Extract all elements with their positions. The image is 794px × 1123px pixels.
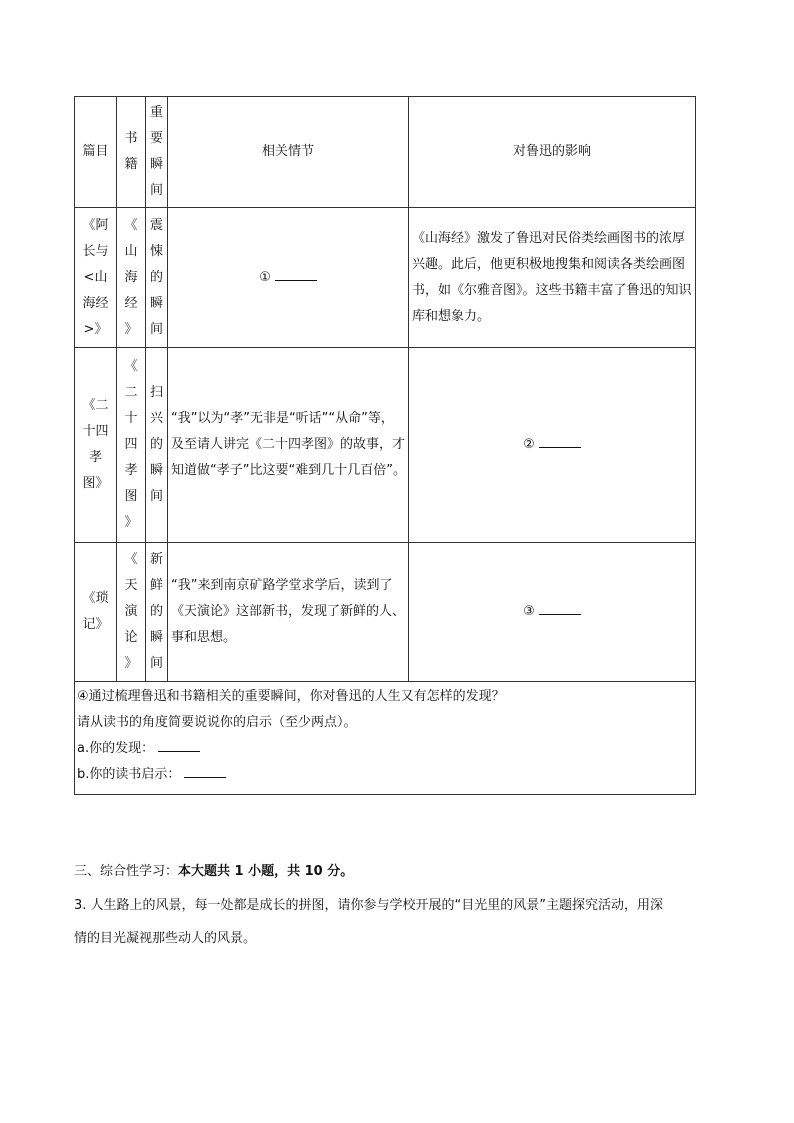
header-moment: 重 要 瞬 间 [146, 97, 168, 208]
answer-blank-a[interactable] [158, 737, 200, 752]
table-row [75, 543, 696, 682]
discovery-question [75, 682, 696, 795]
row-moment: 新 鲜 的 瞬 间 [146, 543, 168, 682]
insight-answer-line: b.你的读书启示： [77, 762, 695, 788]
row-influence [409, 543, 696, 682]
answer-blank-2[interactable] [539, 433, 581, 448]
answer-number: ③ [523, 604, 535, 619]
header-influence: 对鲁迅的影响 [409, 97, 696, 208]
answer-number: ② [523, 437, 535, 452]
row-moment: 震 悚 的 瞬 间 [146, 208, 168, 348]
question-text: 情的目光凝视那些动人的风景。 [74, 931, 257, 946]
table-header-row [75, 97, 696, 208]
row-book: 《 山 海 经 》 [117, 208, 146, 348]
row-moment: 扫 兴 的 瞬 间 [146, 348, 168, 543]
section-heading: 三、综合性学习：本大题共 1 小题，共 10 分。 [74, 864, 354, 879]
answer-blank-3[interactable] [539, 600, 581, 615]
header-title: 篇目 [75, 97, 117, 208]
row-title: 《阿 长与 <山 海经 >》 [75, 208, 117, 348]
question-text: 3. 人生路上的风景，每一处都是成长的拼图，请你参与学校开展的“目光里的风景”主题探究活动，用深 [74, 898, 664, 913]
header-book: 书 籍 [117, 97, 146, 208]
table-footer-row [75, 682, 696, 795]
row-plot [168, 208, 409, 348]
answer-number: ① [259, 269, 271, 285]
row-plot: “我”来到南京矿路学堂求学后，读到了《天演论》这部新书，发现了新鲜的人、事和思想。 [168, 543, 409, 682]
row-book: 《 天 演 论 》 [117, 543, 146, 682]
question-line: ④通过梳理鲁迅和书籍相关的重要瞬间，你对鲁迅的人生又有怎样的发现？ [77, 689, 505, 704]
reading-table [74, 96, 696, 795]
row-title: 《琐 记》 [75, 543, 117, 682]
row-title: 《二 十四 孝 图》 [75, 348, 117, 543]
row-book: 《 二 十 四 孝 图 》 [117, 348, 146, 543]
table-row [75, 208, 696, 348]
question-line: 请从读书的角度简要说说你的启示（至少两点）。 [77, 715, 357, 730]
row-plot: “我”以为“孝”无非是“听话”“从命”等，及至请人讲完《二十四孝图》的故事，才知道做“孝子”比这要“难到几十几百倍”。 [168, 348, 409, 543]
answer-blank-b[interactable] [184, 763, 226, 778]
header-plot: 相关情节 [168, 97, 409, 208]
row-influence: 《山海经》激发了鲁迅对民俗类绘画图书的浓厚兴趣。此后，他更积极地搜集和阅读各类绘画图书，如《尔雅音图》。这些书籍丰富了鲁迅的知识库和想象力。 [409, 208, 696, 348]
answer-blank-1[interactable] [275, 266, 317, 281]
row-influence [409, 348, 696, 543]
table-row [75, 348, 696, 543]
discovery-answer-line: a.你的发现： [77, 736, 695, 762]
